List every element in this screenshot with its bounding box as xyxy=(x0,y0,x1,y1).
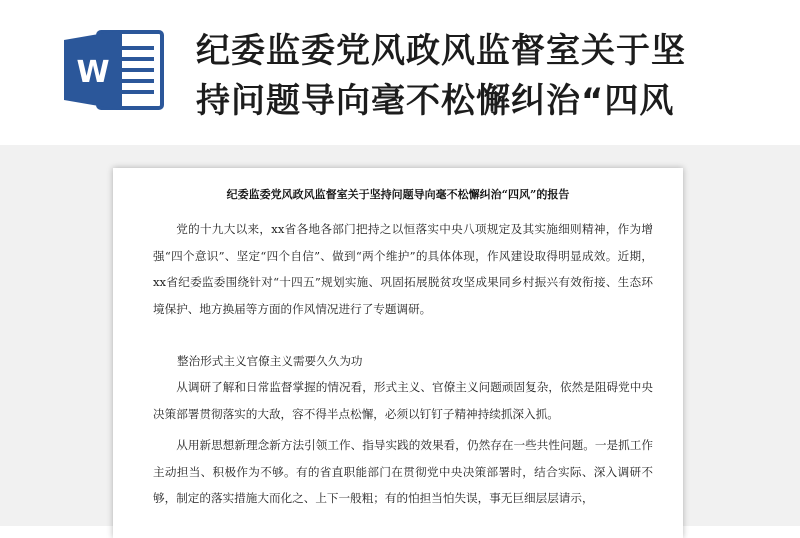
paragraph-issues: 从用新思想新理念新方法引领工作、指导实践的效果看，仍然存在一些共性问题。一是抓工作主动担当、积极作为不够。有的省直职能部门在贯彻党中央决策部署时，结合实际、深入调研不够，制定的落实措施大而化之、上下一般粗；有的怕担当怕失误，事无巨细层层请示， xyxy=(153,438,653,505)
word-document-icon xyxy=(64,28,168,112)
svg-text:W: W xyxy=(76,55,110,90)
paragraph-findings: 从调研了解和日常监督掌握的情况看，形式主义、官僚主义问题顽固复杂，依然是阻碍党中央决策部署贯彻落实的大敌，容不得半点松懈，必须以钉钉子精神持续抓深入抓。 xyxy=(153,380,653,421)
banner-header xyxy=(0,0,800,145)
banner-title-line-2: 持问题导向毫不松懈纠治“四风 xyxy=(196,81,675,121)
document-page xyxy=(113,168,683,538)
banner-title xyxy=(196,26,786,126)
banner-title-line-1: 纪委监委党风政风监督室关于坚 xyxy=(196,31,686,71)
section-heading: 整治形式主义官僚主义需要久久为功 xyxy=(177,354,363,368)
document-title: 纪委监委党风政风监督室关于坚持问题导向毫不松懈纠治“四风”的报告 xyxy=(226,188,570,201)
paragraph-intro: 党的十九大以来，xx省各地各部门把持之以恒落实中央八项规定及其实施细则精神，作为增强“四个意识”、坚定“四个自信”、做到“两个维护”的具体体现，作风建设取得明显成效。近期，xx省纪委监委围绕针对“十四五”规划实施、巩固拓展脱贫攻坚成果同乡村振兴有效衔接、生态环境保护、地方换届等方面的作风情况进行了专题调研。 xyxy=(153,222,653,316)
